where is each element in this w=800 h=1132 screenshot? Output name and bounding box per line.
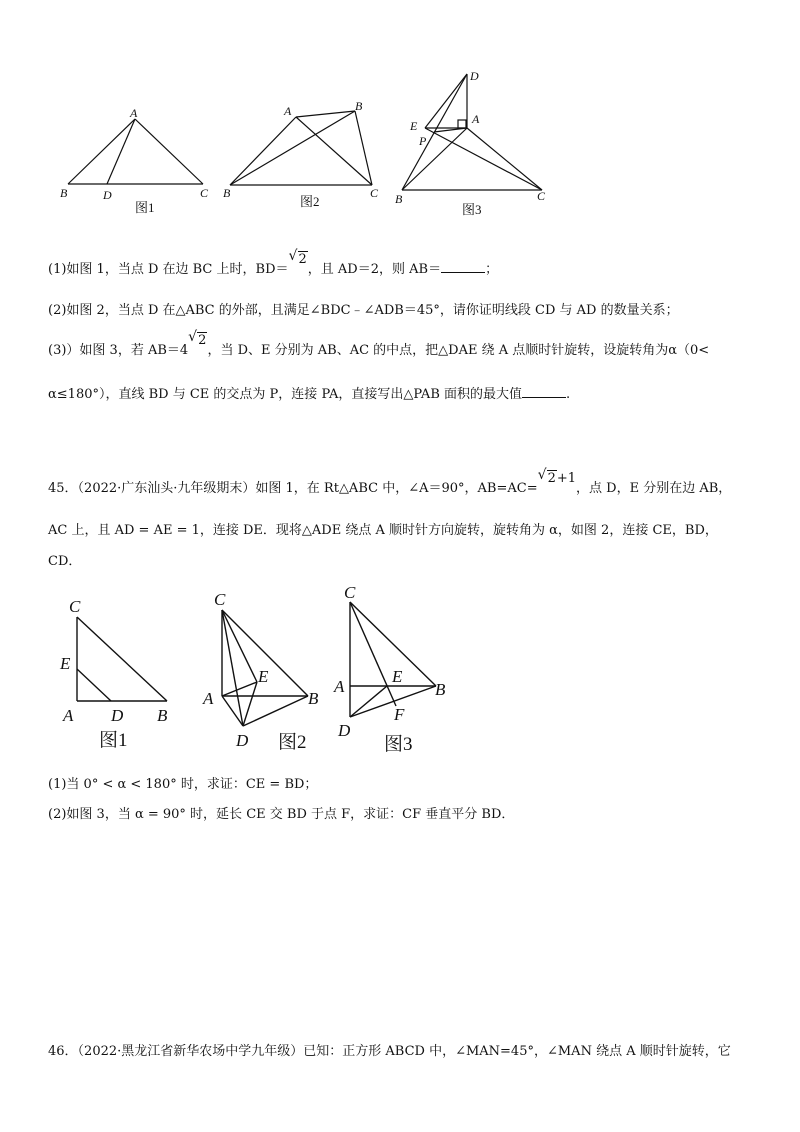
label-b: B [60,186,68,200]
figure-2-q45 [200,588,330,758]
q45-line3: CD． [48,554,82,569]
figure-caption: 图2 [278,732,307,753]
label-c: C [214,590,226,609]
q44-part2: (2)如图 2，当点 D 在△ABC 的外部，且满足∠BDC﹣∠ADB＝45°，请你证明线段 CD 与 AD 的数量关系； [48,303,679,318]
figure-1-top [55,100,225,220]
sqrt-radicand: 2 [198,333,207,348]
sqrt-radicand: 2 [298,252,307,267]
sqrt-radicand: 2 [547,471,556,486]
sqrt-symbol [188,332,207,350]
label-a: A [63,706,74,725]
label-b: B [355,99,363,113]
q44-part3 [48,333,710,360]
figure-3-q45 [330,580,460,755]
label-a: A [334,677,345,696]
label-f: F [394,705,405,724]
q44-part3-text-b: ，当 D、E 分别为 AB、AC 的中点，把△DAE 绕 A 点顺时针旋转，设旋转角为α（0< [207,343,710,358]
label-c: C [344,583,356,602]
label-c: C [537,189,546,203]
q44-part1-text-a: (1)如图 1，当点 D 在边 BC 上时，BD＝ [48,262,289,277]
label-b: B [157,706,168,725]
label-d: D [236,731,249,750]
label-a: A [130,106,138,120]
figure-caption: 图2 [300,194,320,209]
label-b-bottom: B [223,186,231,200]
label-e: E [392,667,403,686]
label-p: P [419,134,427,148]
q44-part3-text-a: (3)）如图 3，若 AB＝4 [48,343,189,358]
label-b: B [308,689,319,708]
figure-caption: 图3 [462,202,482,217]
label-c: C [69,597,81,616]
q44-part3-end: . [566,387,571,402]
label-c: C [200,186,209,200]
figure-2-top [222,95,392,215]
label-d: D [470,69,479,83]
figure-1-q45 [55,595,185,755]
q45-line1-text-b: ，点 D，E 分别在边 AB， [576,481,732,496]
q45-line2: AC 上，且 AD = AE = 1，连接 DE．现将△ADE 绕点 A 顺时针方向旋转，旋转角为 α，如图 2，连接 CE，BD， [48,523,718,538]
q44-part3-line2-text: α≤180°），直线 BD 与 CE 的交点为 P，连接 PA，直接写出△PAB 面积的最大值 [48,387,523,402]
q45-line1-text-a: 45．（2022·广东汕头·九年级期末）如图 1，在 Rt△ABC 中，∠A＝90°，AB=AC= [48,481,538,496]
plus-one: +1 [556,471,577,486]
label-b: B [395,192,403,206]
figure-caption: 图1 [99,730,128,751]
q45-sub1: (1)当 0° < α < 180° 时，求证：CE = BD； [48,777,318,792]
label-e: E [410,119,418,133]
answer-blank[interactable] [441,258,485,273]
label-d: D [111,706,124,725]
answer-blank[interactable] [522,383,566,398]
q44-part1 [48,252,499,279]
q44-part1-end: ； [485,262,499,277]
q45-line1 [48,471,732,498]
sqrt-symbol [538,470,557,488]
q44-part3-line2 [48,383,570,404]
q45-sub2: (2)如图 3，当 α = 90° 时，延长 CE 交 BD 于点 F，求证：CF 垂直平分 BD． [48,807,515,822]
figure-caption: 图3 [384,734,413,755]
label-e: E [60,654,71,673]
label-b: B [435,680,446,699]
label-c: C [370,186,379,200]
label-e: E [258,667,269,686]
q45-ab-value [538,471,576,486]
figure-3-top [392,68,562,223]
label-a: A [284,104,292,118]
label-a: A [472,112,480,126]
q46-line1: 46．（2022·黑龙江省新华农场中学九年级）已知：正方形 ABCD 中，∠MAN=45°，∠MAN 绕点 A 顺时针旋转，它 [48,1044,731,1059]
sqrt-symbol [289,251,308,269]
label-d: D [103,188,112,202]
figure-caption: 图1 [135,200,155,215]
label-d: D [338,721,351,740]
label-a: A [203,689,214,708]
q44-part1-text-b: ，且 AD＝2，则 AB＝ [307,262,442,277]
